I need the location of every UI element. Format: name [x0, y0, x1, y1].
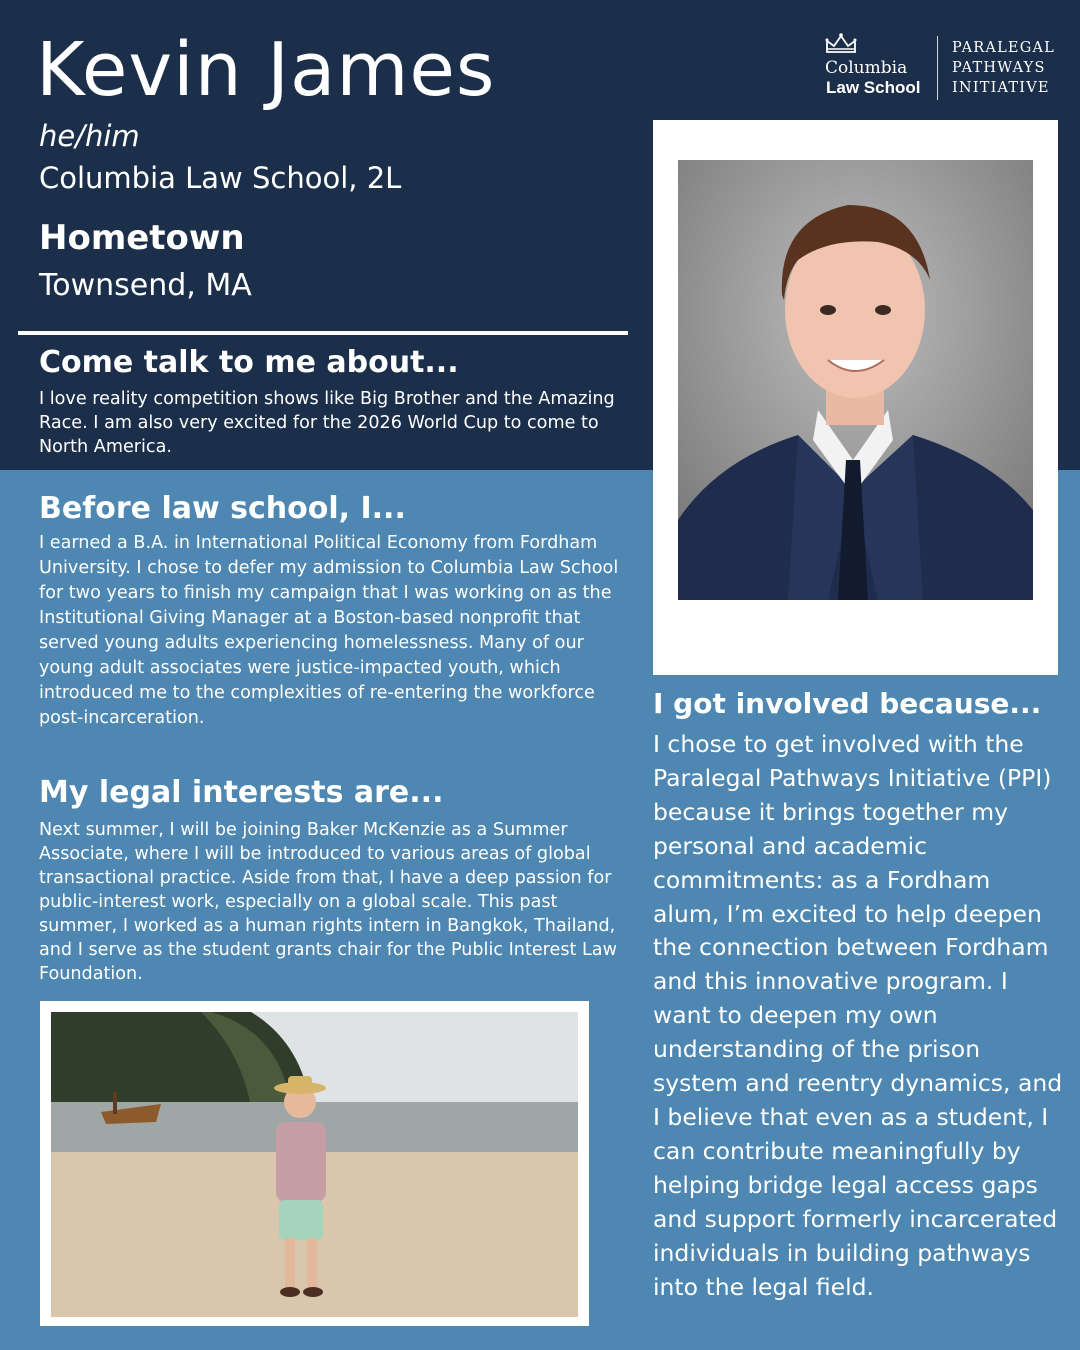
school-year: Columbia Law School, 2L	[39, 161, 402, 195]
crown-icon	[824, 32, 858, 56]
talk-body: I love reality competition shows like Big Brother and the Amazing Race. I am also very excited for the 2026 World Cup to come to North America.	[39, 389, 615, 457]
portrait-photo	[678, 160, 1033, 600]
before-heading: Before law school, I...	[39, 491, 406, 526]
hometown-value: Townsend, MA	[39, 268, 252, 303]
logo-ppi-line: PARALEGAL	[952, 40, 1055, 56]
divider	[18, 331, 628, 335]
portrait-frame	[653, 120, 1058, 675]
columbia-ppi-logo	[822, 30, 1062, 102]
before-body: I earned a B.A. in International Political Economy from Fordham University. I chose to defer my admission to Columbia Law School for two years to finish my campaign that I was working on as the Institutional Giving Manager at a Boston-based nonprofit that served young adults experiencing homelessness. Many of our young adult associates were justice-impacted youth, which introduced me to the complexities of re-entering the workforce post-incarceration.	[39, 533, 619, 728]
logo-columbia: Columbia	[825, 58, 908, 78]
legal-body: Next summer, I will be joining Baker McKenzie as a Summer Associate, where I will be introduced to various areas of global transactional practice. Aside from that, I have a deep passion for public-interest work, especially on a global scale. This past summer, I worked as a human rights intern in Bangkok, Thailand, and I serve as the student grants chair for the Public Interest Law Foundation.	[39, 820, 617, 984]
involved-heading: I got involved because...	[653, 687, 1042, 720]
logo-law-school: Law School	[826, 78, 921, 97]
profile-name: Kevin James	[36, 27, 496, 113]
talk-heading: Come talk to me about...	[39, 345, 459, 380]
beach-photo	[51, 1012, 578, 1317]
hometown-heading: Hometown	[39, 218, 245, 258]
logo-ppi-line: PATHWAYS	[952, 60, 1046, 76]
legal-heading: My legal interests are...	[39, 775, 444, 810]
logo-separator	[937, 36, 938, 100]
beach-photo-frame	[40, 1001, 589, 1326]
pronouns: he/him	[39, 119, 140, 153]
involved-body: I chose to get involved with the Paralegal Pathways Initiative (PPI) because it brings together my personal and academic commitments: as a Fordham alum, I’m excited to help deepen the connection between Fordham and this innovative program. I want to deepen my own understanding of the prison system and reentry dynamics, and I believe that even as a student, I can contribute meaningfully by helping bridge legal access gaps and support formerly incarcerated individuals in building pathways into the legal field.	[653, 730, 1063, 1301]
logo-ppi-line: INITIATIVE	[952, 80, 1050, 96]
